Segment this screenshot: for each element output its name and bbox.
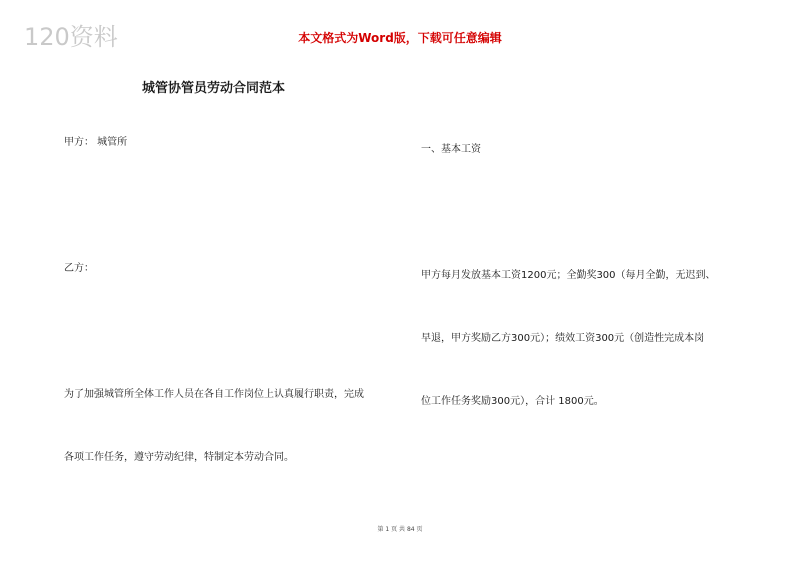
page-title: 城管协管员劳动合同范本 [142, 81, 286, 96]
party-b-line: 乙方： [64, 263, 94, 274]
format-banner: 本文格式为Word版，下载可任意编辑 [298, 31, 502, 45]
party-a-line: 甲方： 城管所 [64, 137, 128, 148]
page-footer: 第 1 页 共 84 页 [377, 526, 423, 533]
salary-line-1: 甲方每月发放基本工资1200元；全勤奖300（每月全勤，无迟到、 [421, 270, 716, 281]
salary-line-3: 位工作任务奖励300元），合计 1800元。 [421, 396, 604, 407]
watermark-logo: 120资料 [24, 23, 118, 51]
intro-line-1: 为了加强城管所全体工作人员在各自工作岗位上认真履行职责，完成 [64, 389, 364, 400]
intro-line-2: 各项工作任务，遵守劳动纪律，特制定本劳动合同。 [64, 452, 294, 463]
salary-line-2: 早退，甲方奖励乙方300元）；绩效工资300元（创造性完成本岗 [421, 333, 705, 344]
section-heading: 一、基本工资 [421, 144, 481, 155]
